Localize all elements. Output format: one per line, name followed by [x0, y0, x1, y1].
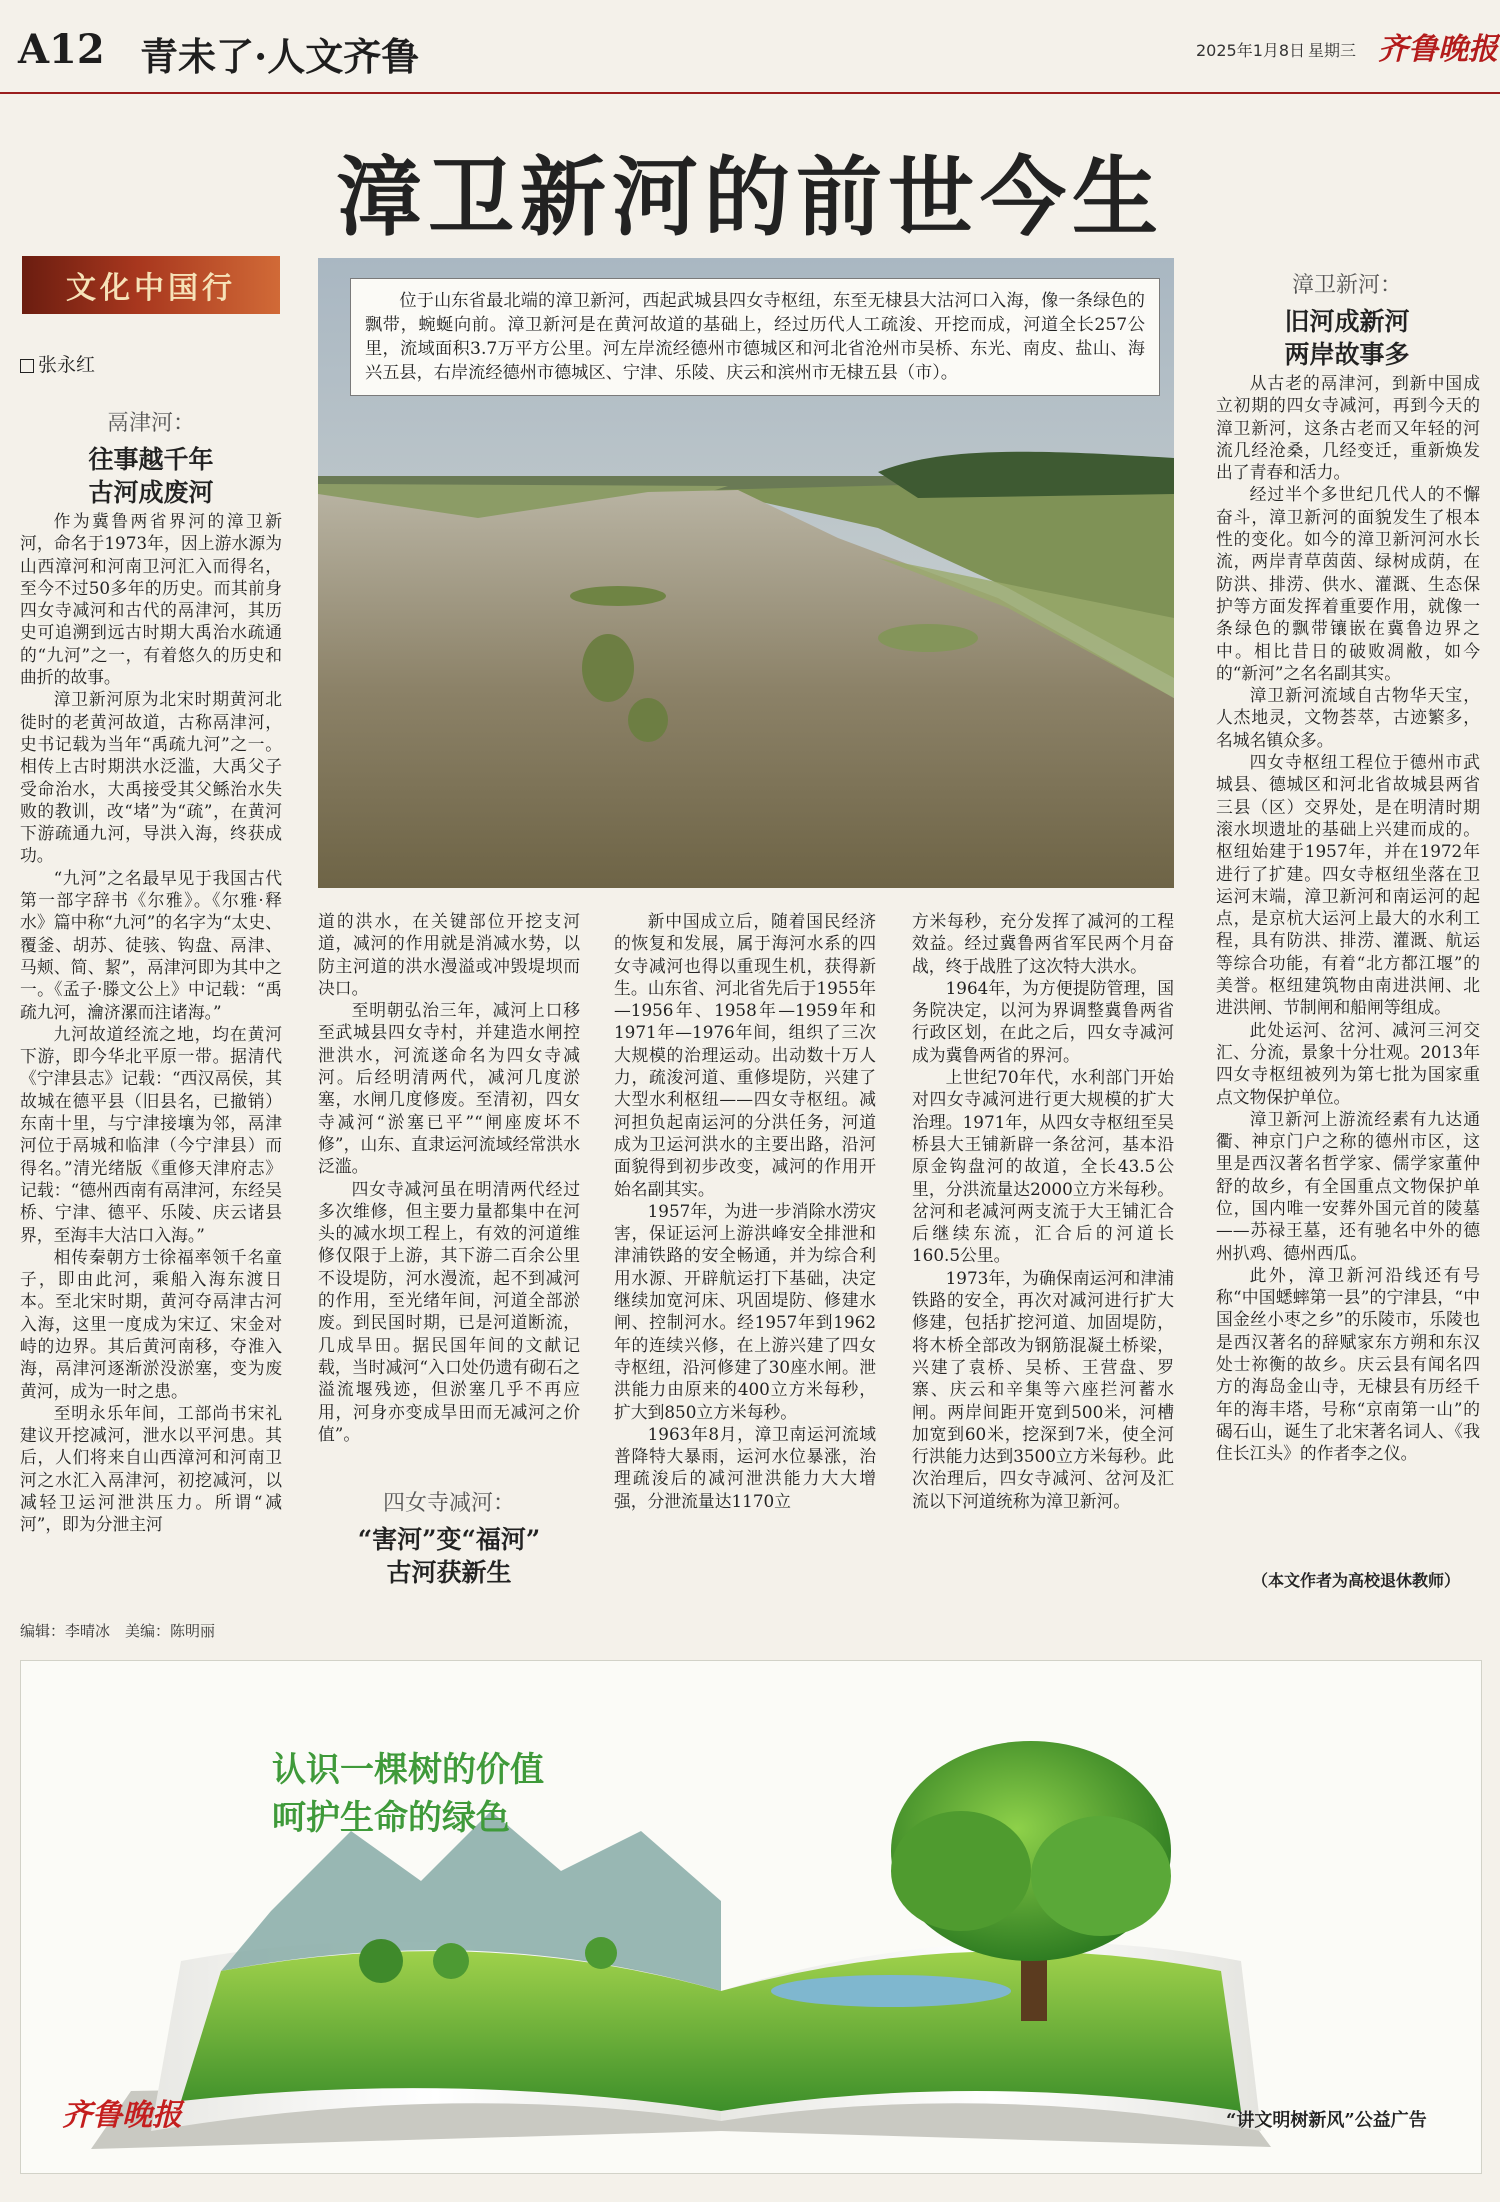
paragraph: 从古老的鬲津河，到新中国成立初期的四女寺减河，再到今天的漳卫新河，这条古老而又年轻的河流几经沧桑，几经变迁，重新焕发出了青春和活力。 — [1216, 373, 1480, 483]
paragraph: 漳卫新河原为北宋时期黄河北徙时的老黄河故道，古称鬲津河，史书记载为当年“禹疏九河”之一。相传上古时期洪水泛滥，大禹父子受命治水，大禹接受其父鲧治水失败的教训，改“堵”为“疏”，在黄河下游疏通九河，导洪入海，终获成功。 — [20, 689, 282, 866]
paragraph: 此处运河、岔河、减河三河交汇、分流，景象十分壮观。2013年四女寺枢纽被列为第七批为国家重点文物保护单位。 — [1216, 1019, 1480, 1107]
subhead-gejin-kicker: 鬲津河： — [106, 411, 195, 436]
text-column-3 — [614, 910, 876, 1600]
paragraph: 道的洪水，在关键部位开挖支河道，减河的作用就是消减水势，以防主河道的洪水漫溢或冲毁堤坝而决口。 — [318, 911, 580, 998]
author-box-icon — [20, 359, 34, 373]
paragraph: 此外，漳卫新河沿线还有号称“中国蟋蟀第一县”的宁津县，“中国金丝小枣之乡”的乐陵市，乐陵也是西汉著名的辞赋家东方朔和东汉处士祢衡的故乡。庆云县有闻名四方的海岛金山寺，无棣县有历经千年的海丰塔，号称“京南第一山”的碣石山，诞生了北宋著名词人、《我住长江头》的作者李之仪。 — [1216, 1264, 1480, 1464]
subhead-sinvsi-line1: “害河”变“福河” — [357, 1525, 541, 1554]
subhead-zhangwei-kicker: 漳卫新河： — [1291, 273, 1402, 298]
paragraph: 作为冀鲁两省界河的漳卫新河，命名于1973年，因上游水源为山西漳河和河南卫河汇入而得名，至今不过50多年的历史。而其前身四女寺减河和古代的鬲津河，其历史可追溯到远古时期大禹治水疏通的“九河”之一，有着悠久的历史和曲折的故事。 — [20, 511, 282, 688]
paragraph: 上世纪70年代，水利部门开始对四女寺减河进行更大规模的扩大治理。1971年，从四女寺枢纽至吴桥县大王铺新辟一条岔河，基本沿原金钩盘河的故道，全长43.5公里，分洪流量达2000立方米每秒。岔河和老减河两支流于大王铺汇合后继续东流，汇合后的河道长160.5公里。 — [912, 1067, 1174, 1266]
paragraph: 1957年，为进一步消除水涝灾害，保证运河上游洪峰安全排泄和津浦铁路的安全畅通，并为综合利用水源、开辟航运打下基础，决定继续加宽河床、巩固堤防、修建水闸、控制河水。经1957年到1962年的连续兴修，在上游兴建了四女寺枢纽，沿河修建了30座水闸。泄洪能力由原来的400立方米每秒，扩大到850立方米每秒。 — [614, 1200, 876, 1422]
paragraph: 方米每秒，充分发挥了减河的工程效益。经过冀鲁两省军民两个月奋战，终于战胜了这次特大洪水。 — [912, 911, 1174, 976]
page-header — [0, 0, 1500, 96]
paragraph: 四女寺枢纽工程位于德州市武城县、德城区和河北省故城县两省三县（区）交界处，是在明清时期滚水坝遗址的基础上兴建而成的。枢纽始建于1957年，并在1972年进行了扩建。四女寺枢纽坐落在卫运河末端，漳卫新河和南运河的起点，是京杭大运河上最大的水利工程，具有防洪、排涝、灌溉、航运等综合功能，有着“北方都江堰”的美誉。枢纽建筑物由南进洪闸、北进洪闸、节制闸和船闸等组成。 — [1216, 752, 1480, 1018]
section-name: 青未了·人文齐鲁 — [140, 34, 420, 79]
public-service-ad — [20, 1660, 1482, 2174]
header-divider — [0, 92, 1500, 94]
subhead-zhangwei-line1: 旧河成新河 — [1284, 307, 1410, 336]
article-title: 漳卫新河的前世今生 — [336, 147, 1164, 248]
paragraph: 1963年8月，漳卫南运河流域普降特大暴雨，运河水位暴涨，治理疏浚后的减河泄洪能力大大增强，分泄流量达1170立 — [614, 1423, 876, 1511]
text-column-4 — [912, 910, 1174, 1600]
paragraph: 至明永乐年间，工部尚书宋礼建议开挖减河，泄水以平河患。其后，人们将来自山西漳河和河南卫河之水汇入鬲津河，初挖减河，以减轻卫运河泄洪压力。所谓“减河”，即为分泄主河 — [20, 1402, 282, 1535]
paragraph: “九河”之名最早见于我国古代第一部字辞书《尔雅》。《尔雅·释水》篇中称“九河”的名字为“太史、覆釜、胡苏、徒骇、钩盘、鬲津、马颊、简、絜”，鬲津河即为其中之一。《孟子·滕文公上》中记载：“禹疏九河，瀹济漯而注诸海。” — [20, 867, 282, 1022]
subhead-sinvsi-line2: 古河获新生 — [386, 1558, 512, 1587]
subhead-gejin-line2: 古河成废河 — [88, 478, 214, 507]
paragraph: 经过半个多世纪几代人的不懈奋斗，漳卫新河的面貌发生了根本性的变化。如今的漳卫新河河水长流，两岸青草茵茵、绿树成荫，在防洪、排涝、供水、灌溉、生态保护等方面发挥着重要作用，就像一条绿色的飘带镶嵌在冀鲁边界之中。相比昔日的破败凋敝，如今的“新河”之名名副其实。 — [1216, 484, 1480, 683]
issue-weekday: 星期三 — [1308, 41, 1357, 60]
subhead-zhangwei-line2: 两岸故事多 — [1284, 340, 1410, 369]
ad-credit: “讲文明树新风”公益广告 — [1226, 2110, 1427, 2131]
subhead-gejin — [20, 406, 282, 509]
subhead-sinvsi — [318, 1486, 580, 1589]
text-column-2 — [318, 910, 580, 1470]
newspaper-logo: 齐鲁晚报 — [1378, 32, 1498, 67]
ad-headline-2: 呵护生命的绿色 — [272, 1798, 510, 1838]
text-column-1 — [20, 510, 282, 1600]
author-name: 张永红 — [38, 354, 96, 376]
paragraph: 四女寺减河虽在明清两代经过多次维修，但主要力量都集中在河头的减水坝工程上，有效的河道维修仅限于上游，其下游二百余公里不设堤防，河水漫流，起不到减河的作用，至光绪年间，河道全部淤废。到民国时期，已是河道断流，几成旱田。据民国年间的文献记载，当时减河“入口处仍遗有砌石之溢流堰残迹，但淤塞几乎不再应用，河身亦变成旱田而无减河之价值”。 — [318, 1178, 580, 1444]
ad-logo: 齐鲁晚报 — [62, 2098, 182, 2133]
paragraph: 九河故道经流之地，均在黄河下游，即今华北平原一带。据清代《宁津县志》记载：“西汉鬲侯，其故城在德平县（旧县名，已撤销）东南十里，与宁津接壤为邻，鬲津河位于鬲城和临津（今宁津县）而得名。”清光绪版《重修天津府志》记载：“德州西南有鬲津河，东经吴桥、宁津、德平、乐陵、庆云诸县界，至海丰大沽口入海。” — [20, 1023, 282, 1245]
paragraph: 新中国成立后，随着国民经济的恢复和发展，属于海河水系的四女寺减河也得以重现生机，获得新生。山东省、河北省先后于1955年—1956年、1958年—1959年和1971年—1976年间，组织了三次大规模的治理运动。出动数十万人力，疏浚河道、重修堤防，兴建了大型水利枢纽——四女寺枢纽。减河担负起南运河的分洪任务，河道成为卫运河洪水的主要出路，沿河面貌得到初步改变，减河的作用开始名副其实。 — [614, 911, 876, 1199]
paragraph: 至明朝弘治三年，减河上口移至武城县四女寺村，并建造水闸控泄洪水，河流遂命名为四女寺减河。后经明清两代，减河几度淤塞，水闸几度修废。至清初，四女寺减河“淤塞已平”“闸座废坏不修”，山东、直隶运河流域经常洪水泛滥。 — [318, 1000, 580, 1177]
subhead-sinvsi-kicker: 四女寺减河： — [382, 1491, 515, 1516]
ad-illustration — [21, 1661, 1481, 2173]
paragraph: 相传秦朝方士徐福率领千名童子，即由此河，乘船入海东渡日本。至北宋时期，黄河夺鬲津古河入海，这里一度成为宋辽、宋金对峙的边界。其后黄河南移，夺淮入海，鬲津河逐渐淤没淤塞，变为废黄河，成为一时之患。 — [20, 1246, 282, 1401]
author-note: （本文作者为高校退休教师） — [1252, 1571, 1461, 1590]
intro-box: 位于山东省最北端的漳卫新河，西起武城县四女寺枢纽，东至无棣县大沽河口入海，像一条绿色的飘带，蜿蜒向前。漳卫新河是在黄河故道的基础上，经过历代人工疏浚、开挖而成，河道全长257公里，流域面积3.7万平方公里。河左岸流经德州市德城区和河北省沧州市吴桥、东光、南皮、盐山、海兴五县，右岸流经德州市德城区、宁津、乐陵、庆云和滨州市无棣五县（市）。 — [350, 278, 1160, 396]
subhead-gejin-line1: 往事越千年 — [88, 445, 214, 474]
subhead-zhangwei — [1216, 268, 1478, 371]
paragraph: 1973年，为确保南运河和津浦铁路的安全，再次对减河进行扩大修建，包括扩挖河道、加固堤防，将木桥全部改为钢筋混凝土桥梁，兴建了袁桥、吴桥、王营盘、罗寨、庆云和辛集等六座拦河蓄水闸。两岸间距开宽到500米，河槽加宽到60米，挖深到7米，使全河行洪能力达到3500立方米每秒。此次治理后，四女寺减河、岔河及汇流以下河道统称为漳卫新河。 — [912, 1267, 1174, 1511]
editor-credits: 编辑：李晴冰 美编：陈明丽 — [20, 1622, 216, 1640]
text-column-5 — [1216, 372, 1480, 1562]
issue-date: 2025年1月8日 — [1196, 41, 1306, 60]
ad-headline-1: 认识一棵树的价值 — [272, 1750, 544, 1790]
author-line — [20, 350, 95, 377]
page-number: A12 — [18, 26, 105, 73]
paragraph: 1964年，为方便提防管理，国务院决定，以河为界调整冀鲁两省行政区划，在此之后，四女寺减河成为冀鲁两省的界河。 — [912, 977, 1174, 1065]
paragraph: 漳卫新河上游流经素有九达通衢、神京门户之称的德州市区，这里是西汉著名哲学家、儒学家董仲舒的故乡，有全国重点文物保护单位，国内唯一安葬外国元首的陵墓——苏禄王墓，还有驰名中外的德州扒鸡、德州西瓜。 — [1216, 1108, 1480, 1263]
paragraph: 漳卫新河流域自古物华天宝，人杰地灵，文物荟萃，古迹繁多，名城名镇众多。 — [1216, 685, 1480, 750]
column-banner: 文化中国行 — [22, 256, 280, 314]
